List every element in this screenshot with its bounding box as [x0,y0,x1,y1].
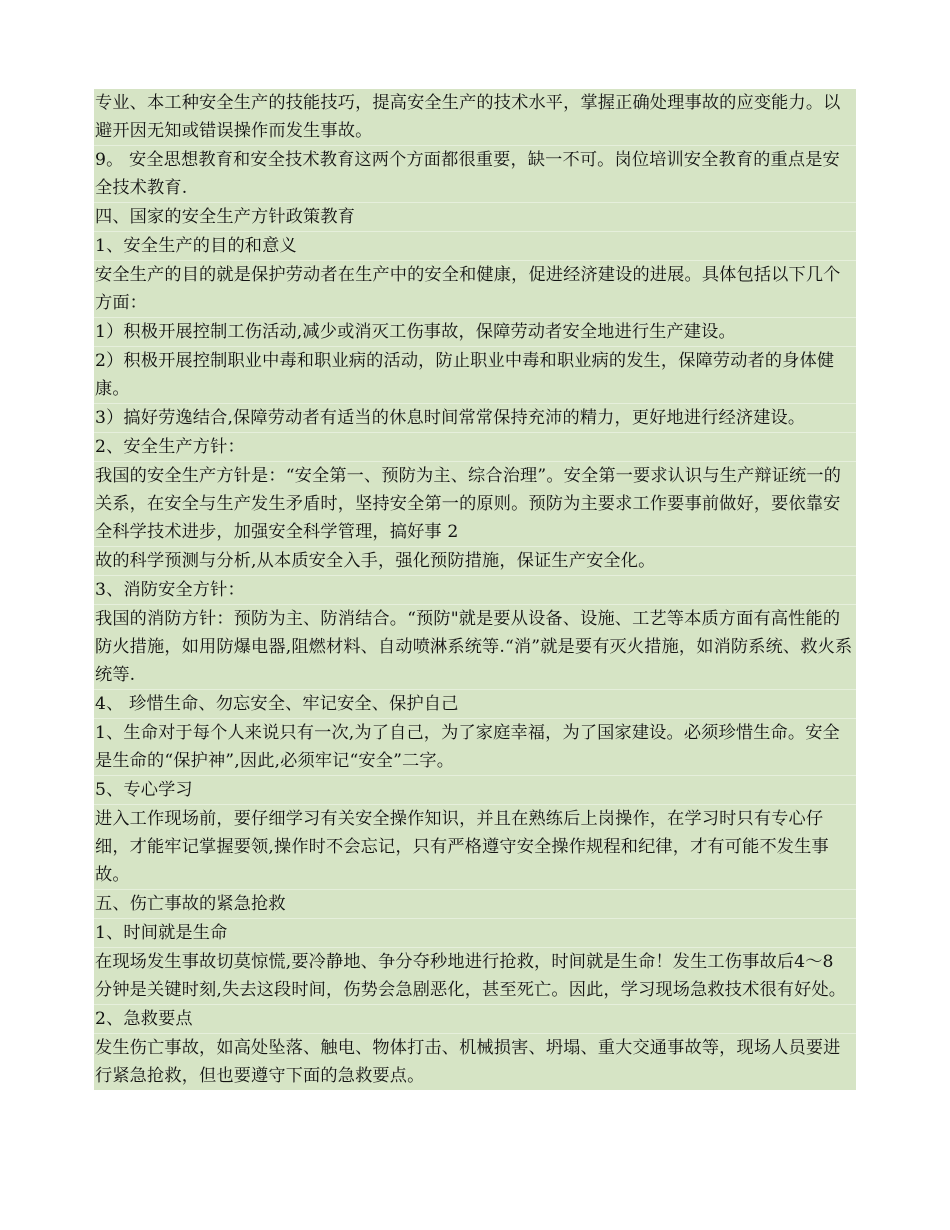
section-heading-4: 四、国家的安全生产方针政策教育 [94,203,856,232]
paragraph-item-9: 9。 安全思想教育和安全技术教育这两个方面都很重要，缺一不可。岗位培训安全教育的重点是安全技术教育. [94,146,856,203]
paragraph-cherish-life: 1、生命对于每个人来说只有一次,为了自己，为了家庭幸福，为了国家建设。必须珍惜生命。安全是生命的“保护神”,因此,必须牢记“安全”二字。 [94,719,856,776]
subheading-time-is-life: 1、时间就是生命 [94,919,856,948]
subheading-purpose: 1、安全生产的目的和意义 [94,232,856,261]
subheading-first-aid: 2、急救要点 [94,1005,856,1034]
paragraph-purpose: 安全生产的目的就是保护劳动者在生产中的安全和健康，促进经济建设的进展。具体包括以下几个方面： [94,261,856,318]
subheading-fire-policy: 3、消防安全方针： [94,576,856,605]
subheading-cherish-life: 4、 珍惜生命、勿忘安全、牢记安全、保护自己 [94,690,856,719]
paragraph-time-is-life: 在现场发生事故切莫惊慌,要冷静地、争分夺秒地进行抢救，时间就是生命！发生工伤事故后4～8 分钟是关键时刻,失去这段时间，伤势会急剧恶化，甚至死亡。因此，学习现场急救技术很有好处。 [94,948,856,1005]
paragraph-fire-policy: 我国的消防方针：预防为主、防消结合。“预防"就是要从设备、设施、工艺等本质方面有高性能的防火措施，如用防爆电器,阻燃材料、自动喷淋系统等.“消”就是要有灭火措施，如消防系统、救火系统等. [94,605,856,690]
paragraph-safety-policy: 我国的安全生产方针是：“安全第一、预防为主、综合治理”。安全第一要求认识与生产辩证统一的关系，在安全与生产发生矛盾时，坚持安全第一的原则。预防为主要求工作要事前做好，要依靠安全科学技术进步，加强安全科学管理，搞好事 2 [94,462,856,547]
subheading-safety-policy: 2、安全生产方针： [94,433,856,462]
list-item-1: 1）积极开展控制工伤活动,减少或消灭工伤事故，保障劳动者安全地进行生产建设。 [94,318,856,347]
list-item-3: 3）搞好劳逸结合,保障劳动者有适当的休息时间常常保持充沛的精力，更好地进行经济建设。 [94,404,856,433]
highlighted-text-block [94,89,856,1090]
subheading-study: 5、专心学习 [94,776,856,805]
paragraph-study: 进入工作现场前，要仔细学习有关安全操作知识，并且在熟练后上岗操作，在学习时只有专心仔细，才能牢记掌握要领,操作时不会忘记，只有严格遵守安全操作规程和纪律，才有可能不发生事故。 [94,805,856,890]
paragraph-skill-training: 专业、本工种安全生产的技能技巧，提高安全生产的技术水平，掌握正确处理事故的应变能力。以避开因无知或错误操作而发生事故。 [94,89,856,146]
paragraph-safety-policy-cont: 故的科学预测与分析,从本质安全入手，强化预防措施，保证生产安全化。 [94,547,856,576]
paragraph-first-aid: 发生伤亡事故，如高处坠落、触电、物体打击、机械损害、坍塌、重大交通事故等，现场人员要进行紧急抢救，但也要遵守下面的急救要点。 [95,1038,841,1086]
section-heading-5: 五、伤亡事故的紧急抢救 [94,890,856,919]
list-item-2: 2）积极开展控制职业中毒和职业病的活动，防止职业中毒和职业病的发生，保障劳动者的身体健康。 [94,347,856,404]
